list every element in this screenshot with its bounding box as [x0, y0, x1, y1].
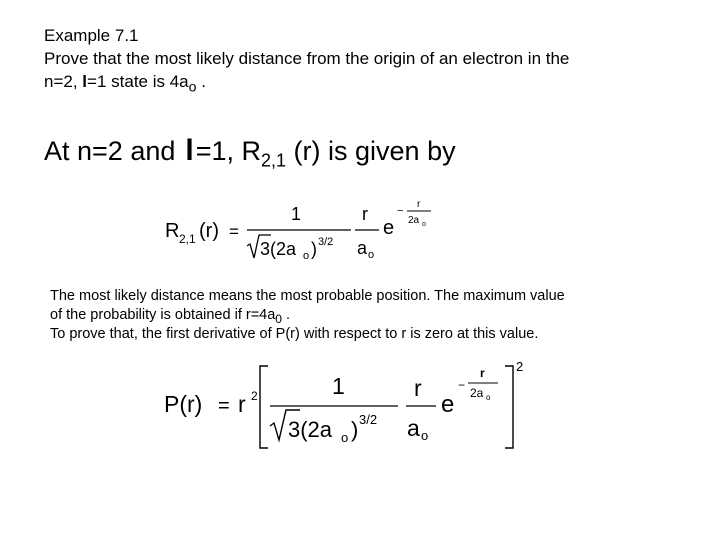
svg-text:): ) [311, 239, 317, 259]
svg-text:R: R [165, 220, 180, 242]
intro-statement-line-2: n=2, l=1 state is $4a_o$ . [44, 72, 206, 96]
equation-r21 [155, 196, 445, 266]
equation-probability [160, 356, 540, 456]
section-heading: At n=2 and l=1, $R_{2,1}$ (r) is given by [44, 134, 456, 171]
svg-text:2a: 2a [408, 215, 420, 226]
svg-text:−: − [397, 205, 404, 217]
svg-text:r: r [414, 375, 422, 401]
svg-text:=: = [229, 222, 239, 241]
l-symbol-large: l [185, 134, 194, 167]
svg-text:2a: 2a [470, 386, 484, 400]
svg-text:3/2: 3/2 [359, 412, 378, 427]
svg-text:a: a [357, 238, 368, 258]
explanation-line-2: of the probability is obtained if $r=4a_0$ . [50, 307, 291, 326]
explanation-line-1: The most likely distance means the most probable position. The maximum value [50, 288, 565, 304]
svg-text:o: o [303, 250, 310, 262]
svg-text:r: r [362, 204, 368, 224]
svg-text:P(r): P(r) [164, 391, 203, 417]
svg-text:2: 2 [516, 359, 524, 374]
svg-text:3/2: 3/2 [318, 236, 334, 248]
svg-text:o: o [486, 393, 491, 402]
svg-text:): ) [351, 417, 359, 442]
svg-text:3(2a: 3(2a [288, 417, 333, 442]
svg-text:(r): (r) [199, 220, 219, 242]
svg-text:e: e [441, 391, 455, 418]
svg-text:o: o [422, 221, 426, 228]
svg-text:2,1: 2,1 [179, 232, 196, 246]
svg-text:r: r [480, 366, 485, 380]
svg-text:2: 2 [251, 389, 258, 403]
svg-text:e: e [383, 217, 395, 239]
svg-text:=: = [218, 395, 230, 417]
intro-statement-line-1: Prove that the most likely distance from the origin of an electron in the [44, 49, 570, 68]
svg-text:o: o [368, 249, 375, 261]
svg-text:r: r [238, 391, 246, 417]
svg-text:o: o [341, 430, 349, 445]
intro-paragraph [44, 24, 570, 96]
explanation-line-3: To prove that, the first derivative of P(r) with respect to r is zero at this value. [50, 326, 539, 342]
svg-text:1: 1 [332, 373, 345, 399]
svg-text:o: o [421, 428, 429, 443]
svg-text:−: − [458, 378, 466, 392]
example-title: Example 7.1 [44, 26, 139, 45]
svg-text:3(2a: 3(2a [260, 239, 297, 259]
svg-text:r: r [417, 199, 421, 210]
svg-text:a: a [407, 415, 420, 441]
svg-text:1: 1 [291, 204, 302, 224]
explanation-paragraph [50, 287, 565, 344]
l-symbol: l [82, 72, 88, 91]
